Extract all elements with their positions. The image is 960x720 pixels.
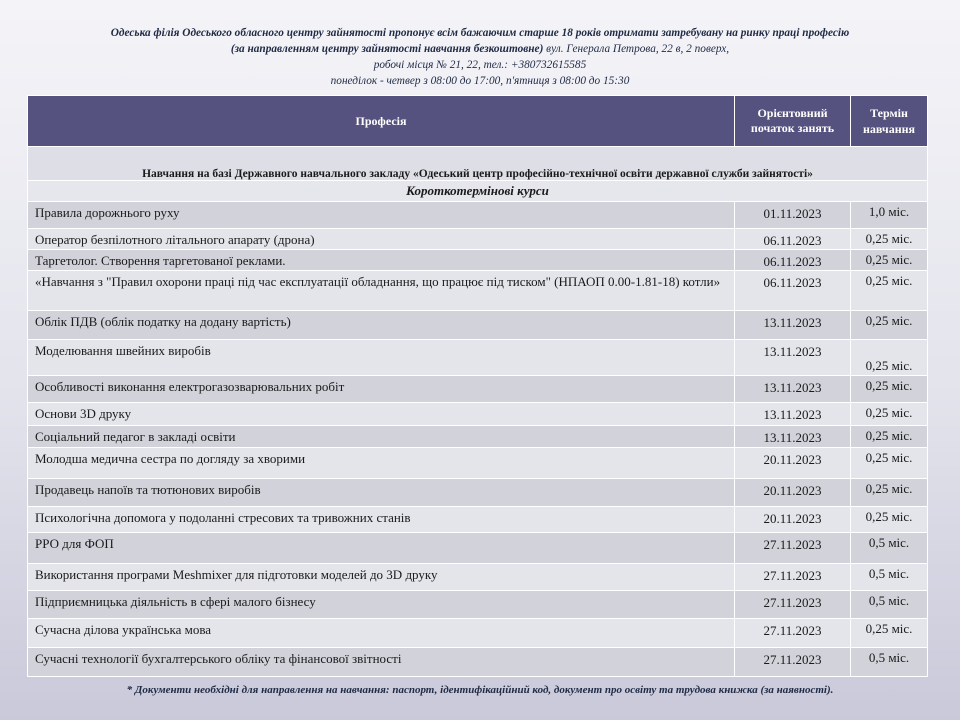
row-duration: 0,25 міс. bbox=[851, 479, 928, 507]
row-duration: 0,5 міс. bbox=[851, 591, 928, 619]
row-start-date: 20.11.2023 bbox=[735, 479, 851, 507]
row-duration: 0,5 міс. bbox=[851, 648, 928, 677]
subsection-row bbox=[28, 181, 928, 202]
header-free-note: (за направленням центру зайнятості навчання безкоштовне) bbox=[230, 43, 544, 55]
row-duration: 0,25 міс. bbox=[851, 376, 928, 403]
table-row bbox=[28, 648, 928, 677]
subsection-title: Короткотермінові курси bbox=[28, 181, 928, 202]
header-line-4: понеділок - четвер з 08:00 до 17:00, п'ятниця з 08:00 до 15:30 bbox=[330, 75, 630, 87]
row-start-date: 06.11.2023 bbox=[735, 250, 851, 271]
row-start-date: 13.11.2023 bbox=[735, 376, 851, 403]
col-header-term: Термін навчання bbox=[851, 96, 928, 147]
row-start-date: 20.11.2023 bbox=[735, 507, 851, 533]
table-row bbox=[28, 340, 928, 376]
row-duration: 0,25 міс. bbox=[851, 311, 928, 340]
section-row bbox=[28, 147, 928, 181]
row-start-date: 13.11.2023 bbox=[735, 311, 851, 340]
row-duration: 0,25 міс. bbox=[851, 619, 928, 648]
row-start-date: 27.11.2023 bbox=[735, 648, 851, 677]
table-row bbox=[28, 403, 928, 426]
col-header-profession: Професія bbox=[28, 96, 735, 147]
row-start-date: 13.11.2023 bbox=[735, 340, 851, 376]
row-duration: 0,25 міс. bbox=[851, 229, 928, 250]
header-line-3: робочі місця № 21, 22, тел.: +380732615585 bbox=[373, 59, 587, 71]
row-duration: 0,25 міс. bbox=[851, 340, 928, 376]
documents-note: * Документи необхідні для направлення на навчання: паспорт, ідентифікаційний код, документ про освіту та трудова книжка (за наявності). bbox=[126, 684, 834, 696]
table-row bbox=[28, 426, 928, 448]
row-profession: Використання програми Meshmixer для підготовки моделей до 3D друку bbox=[28, 564, 735, 591]
row-start-date: 27.11.2023 bbox=[735, 591, 851, 619]
row-profession: РРО для ФОП bbox=[28, 533, 735, 564]
row-start-date: 27.11.2023 bbox=[735, 619, 851, 648]
table-row bbox=[28, 202, 928, 229]
header-address: вул. Генерала Петрова, 22 в, 2 поверх, bbox=[543, 43, 730, 55]
row-profession: Підприємницька діяльність в сфері малого бізнесу bbox=[28, 591, 735, 619]
row-duration: 0,25 міс. bbox=[851, 448, 928, 479]
row-profession: Моделювання швейних виробів bbox=[28, 340, 735, 376]
row-profession: Сучасна ділова українська мова bbox=[28, 619, 735, 648]
table-row bbox=[28, 533, 928, 564]
row-duration: 0,25 міс. bbox=[851, 271, 928, 311]
row-profession: Правила дорожнього руху bbox=[28, 202, 735, 229]
table-row bbox=[28, 619, 928, 648]
row-start-date: 27.11.2023 bbox=[735, 533, 851, 564]
table-row bbox=[28, 311, 928, 340]
section-title: Навчання на базі Державного навчального закладу «Одеський центр професійно-технічної освіти державної служби зайнятості» bbox=[28, 147, 928, 181]
table-row bbox=[28, 271, 928, 311]
row-profession: Психологічна допомога у подоланні стресових та тривожних станів bbox=[28, 507, 735, 533]
row-duration: 0,25 міс. bbox=[851, 403, 928, 426]
row-start-date: 06.11.2023 bbox=[735, 271, 851, 311]
row-profession: Основи 3D друку bbox=[28, 403, 735, 426]
row-duration: 0,25 міс. bbox=[851, 250, 928, 271]
row-duration: 0,25 міс. bbox=[851, 507, 928, 533]
row-profession: Соціальний педагог в закладі освіти bbox=[28, 426, 735, 448]
table-row bbox=[28, 507, 928, 533]
row-profession: Облік ПДВ (облік податку на додану вартість) bbox=[28, 311, 735, 340]
table-row bbox=[28, 591, 928, 619]
header-line-1: Одеська філія Одеського обласного центру зайнятості пропонує всім бажаючим старше 18 років отримати затребувану на ринку праці професію bbox=[110, 27, 850, 39]
table-header-row bbox=[28, 96, 928, 147]
table-row bbox=[28, 229, 928, 250]
courses-table bbox=[27, 95, 928, 677]
row-duration: 0,25 міс. bbox=[851, 426, 928, 448]
row-profession: Молодша медична сестра по догляду за хворими bbox=[28, 448, 735, 479]
row-start-date: 13.11.2023 bbox=[735, 426, 851, 448]
row-profession: «Навчання з "Правил охорони праці під час експлуатації обладнання, що працює під тиском" (НПАОП 0.00-1.81-18) котли» bbox=[28, 271, 735, 311]
row-profession: Особливості виконання електрогазозварювальних робіт bbox=[28, 376, 735, 403]
announcement-header bbox=[20, 25, 940, 89]
row-start-date: 27.11.2023 bbox=[735, 564, 851, 591]
row-duration: 1,0 міс. bbox=[851, 202, 928, 229]
header-line-2 bbox=[20, 41, 940, 57]
row-start-date: 13.11.2023 bbox=[735, 403, 851, 426]
col-header-start: Орієнтовний початок занять bbox=[735, 96, 851, 147]
table-row bbox=[28, 448, 928, 479]
table-row bbox=[28, 479, 928, 507]
row-profession: Сучасні технології бухгалтерського обліку та фінансової звітності bbox=[28, 648, 735, 677]
row-profession: Таргетолог. Створення таргетованої реклами. bbox=[28, 250, 735, 271]
row-start-date: 06.11.2023 bbox=[735, 229, 851, 250]
row-start-date: 20.11.2023 bbox=[735, 448, 851, 479]
row-profession: Оператор безпілотного літального апарату (дрона) bbox=[28, 229, 735, 250]
row-duration: 0,5 міс. bbox=[851, 564, 928, 591]
table-row bbox=[28, 250, 928, 271]
table-row bbox=[28, 376, 928, 403]
row-start-date: 01.11.2023 bbox=[735, 202, 851, 229]
row-profession: Продавець напоїв та тютюнових виробів bbox=[28, 479, 735, 507]
table-row bbox=[28, 564, 928, 591]
row-duration: 0,5 міс. bbox=[851, 533, 928, 564]
